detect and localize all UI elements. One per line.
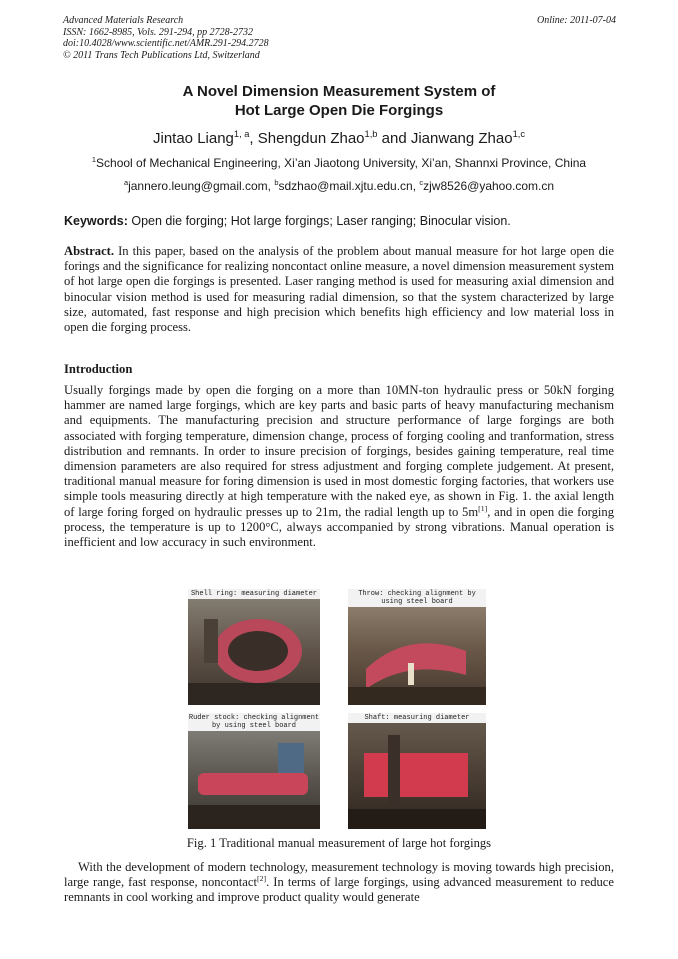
issn-line: ISSN: 1662-8985, Vols. 291-294, pp 2728-2732	[63, 26, 253, 38]
section-heading-introduction: Introduction	[64, 362, 133, 376]
keywords-label: Keywords:	[64, 214, 128, 228]
intro-text-b: , and in open die forging process, the temperature is up to 1200°C, always accompanied by strong vibrations. Manual operation is inefficient and low accuracy in such environment.	[64, 504, 614, 550]
email-link[interactable]: sdzhao@mail.xjtu.edu.cn	[278, 179, 413, 193]
keywords-text: Open die forging; Hot large forgings; Laser ranging; Binocular vision.	[127, 214, 511, 228]
abstract-text: In this paper, based on the analysis of the problem about manual measure for hot large open die forings and the significance for realizing noncontact online measure, a novel dimension measurement system of hot large open die forgings is presented. Laser ranging method is used for measuring axial dimension and binocular vision method is used for measuring radial dimension, so that the system characterized by large size, automated, fast response and high precision which benefits high efficiency and low material loss in open die forging process.	[64, 244, 614, 335]
body-paragraph	[64, 860, 614, 906]
email-link[interactable]: zjw8526@yahoo.com.cn	[423, 179, 555, 193]
citation-ref[interactable]: [1]	[478, 503, 488, 513]
journal-header	[63, 15, 269, 61]
panel-caption: Throw: checking alignment by using steel board	[348, 589, 486, 607]
author-sup: 1, a	[233, 129, 250, 139]
journal-name: Advanced Materials Research	[63, 15, 184, 26]
author-name: Jintao Liang	[153, 130, 234, 147]
intro-text-a: Usually forgings made by open die forging on a more than 10MN-ton hydraulic press or 50kN forging hammer are named large forgings, which are key parts and basic parts of heavy manufacturing mechanism and equipments. The manufacturing precision and structure performance of large forgings are both associated with forging temperature, dimension change, process of forging cooling and tranformation, stress distribution and remnants. In order to insure precision of forgings, besides gaining temperature, real time dimension parameters are also required for stress adjustment and forging complete judgement. At present, traditional manual measure for foring dimension is used in most domestic forging factories, that workers use simple tools measuring directly at high temperature with the naked eye, as shown in Fig. 1. the axial length of large foring forged on hydraulic presses up to 21m, the radial length up to 5m	[64, 383, 614, 519]
introduction-paragraph	[64, 383, 614, 550]
figure-panel-shell-ring	[188, 589, 320, 705]
abstract	[64, 244, 614, 335]
affiliation-text: School of Mechanical Engineering, Xi’an Jiaotong University, Xi’an, Shannxi Province, China	[96, 156, 587, 170]
title-line-1: A Novel Dimension Measurement System of	[182, 83, 496, 100]
email-sup: b	[274, 178, 279, 187]
author-separator: and	[377, 130, 411, 147]
keywords	[64, 214, 511, 228]
para2-text-b: . In terms of large forgings, using advanced measurement to reduce remnants in cool working and improve product quality would generate	[64, 875, 614, 905]
ruder-stock-photo	[188, 713, 320, 829]
copyright-line: © 2011 Trans Tech Publications Ltd, Switzerland	[63, 49, 260, 61]
online-date: Online: 2011-07-04	[537, 15, 616, 26]
affiliation	[0, 156, 678, 170]
figure-panel-shaft	[348, 713, 486, 829]
figure-1	[188, 589, 486, 829]
figure-caption: Fig. 1 Traditional manual measurement of large hot forgings	[186, 836, 492, 850]
author-name: Shengdun Zhao	[257, 130, 365, 147]
doi-line: doi:10.4028/www.scientific.net/AMR.291-294.2728	[63, 38, 269, 49]
affiliation-sup: 1	[91, 155, 97, 164]
email-link[interactable]: jannero.leung@gmail.com	[128, 179, 268, 193]
author-separator: ,	[249, 130, 258, 147]
title-line-2: Hot Large Open Die Forgings	[234, 102, 444, 119]
paper-title	[0, 82, 678, 120]
email-sup: c	[419, 178, 424, 187]
author-sup: 1,b	[364, 129, 378, 139]
panel-caption: Ruder stock: checking alignment by using steel board	[188, 714, 320, 730]
email-list: $^a$jannero.leung@gmail.com, $^b$sdzhao@mail.xjtu.edu.cn, $^c$zjw8526@yahoo.com.cn	[123, 178, 555, 193]
author-sup: 1,c	[512, 129, 525, 139]
para2-text-a: With the development of modern technology, measurement technology is moving towards high precision, large range, fast response, noncontact	[64, 860, 614, 890]
email-sup: a	[123, 178, 129, 187]
panel-caption: Shell ring: measuring diameter	[188, 589, 320, 599]
author-name: Jianwang Zhao	[410, 130, 513, 147]
shaft-photo	[348, 713, 486, 829]
citation-ref[interactable]: [2]	[256, 874, 267, 884]
figure-panel-throw	[348, 589, 486, 705]
throw-photo	[348, 589, 486, 705]
author-list	[0, 130, 678, 147]
abstract-label: Abstract.	[64, 244, 115, 258]
shell-ring-photo	[188, 589, 320, 705]
figure-panel-ruder-stock	[188, 713, 320, 829]
panel-caption: Shaft: measuring diameter	[348, 713, 486, 723]
